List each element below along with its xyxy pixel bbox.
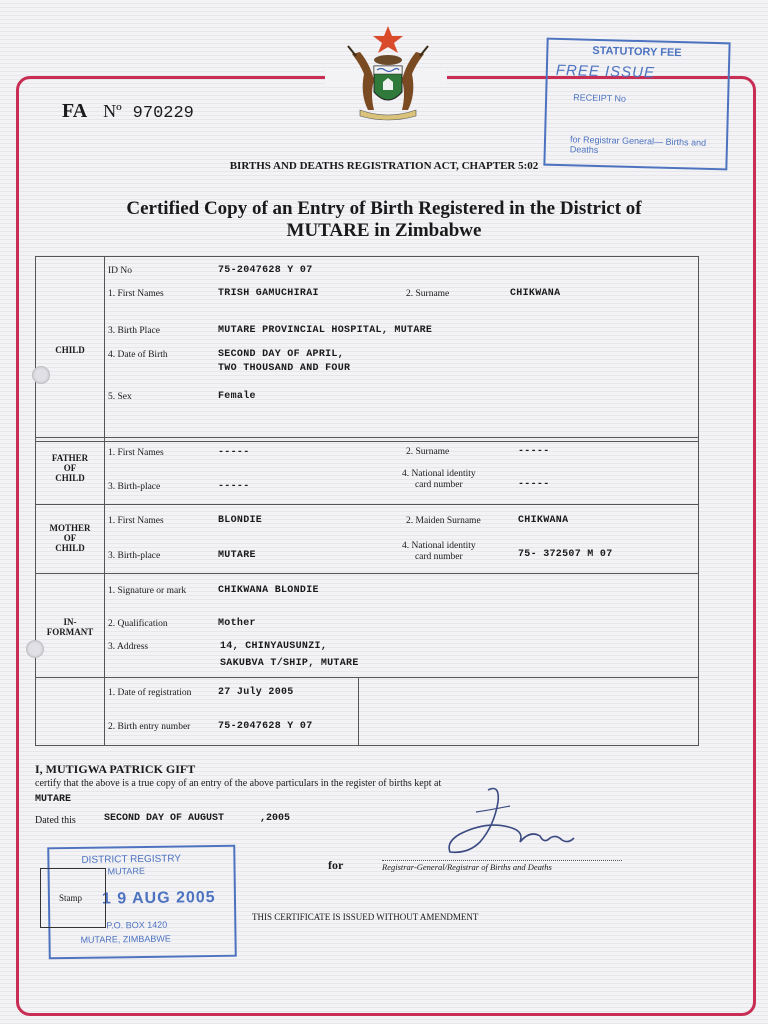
mother-label-2: OF [63, 533, 77, 543]
child-sex-label: 5. Sex [108, 392, 132, 402]
registration-date-label: 1. Date of registration [108, 688, 192, 698]
certifier-name: I, MUTIGWA PATRICK GIFT [35, 762, 196, 776]
father-first-names-label: 1. First Names [108, 448, 164, 458]
act-title: BIRTHS AND DEATHS REGISTRATION ACT, CHAPTER 5:02 [229, 160, 539, 172]
row-divider [36, 573, 698, 574]
father-national-id-label [402, 469, 476, 491]
title-line-1: Certified Copy of an Entry of Birth Registered in the District of [126, 198, 642, 219]
fee-stamp-handwritten: FREE ISSUE [555, 61, 656, 82]
mother-first-names-label: 1. First Names [108, 516, 164, 526]
birth-entry-label: 2. Birth entry number [108, 722, 191, 732]
dated-label: Dated this [35, 815, 76, 826]
informant-label-1: IN- [63, 617, 77, 627]
mother-maiden-surname-label: 2. Maiden Surname [406, 516, 481, 526]
row-divider [36, 437, 698, 438]
father-label-2: OF [63, 463, 77, 473]
for-label: for [328, 858, 344, 872]
registrar-label: Registrar-General/Registrar of Births and Deaths [382, 860, 622, 872]
mother-label-1: MOTHER [49, 523, 91, 533]
district-stamp-line5: MUTARE, ZIMBABWE [80, 933, 171, 945]
certificate-serial [62, 100, 194, 123]
mother-national-id-label [402, 541, 476, 563]
registration-divider [358, 677, 359, 745]
birth-entry-value: 75-2047628 Y 07 [218, 721, 313, 732]
child-birth-place-value: MUTARE PROVINCIAL HOSPITAL, MUTARE [218, 325, 433, 336]
informant-address-label: 3. Address [108, 642, 149, 652]
informant-signature-label: 1. Signature or mark [108, 586, 187, 596]
dated-value: SECOND DAY OF AUGUST ,2005 [104, 813, 291, 824]
informant-signature-value: CHIKWANA BLONDIE [218, 585, 319, 596]
father-national-id-value: ----- [518, 479, 550, 490]
informant-address-line2: SAKUBVA T/SHIP, MUTARE [220, 658, 359, 669]
informant-section-label [36, 617, 104, 637]
registration-date-value: 27 July 2005 [218, 687, 294, 698]
district-stamp-line4: P.O. BOX 1420 [106, 919, 168, 931]
coat-of-arms-emblem [330, 24, 446, 124]
serial-prefix: FA [62, 100, 87, 122]
stamp-box [40, 868, 106, 928]
certification-text: certify that the above is a true copy of an entry of the above particulars in the register of births kept at [35, 778, 442, 789]
child-first-names-label: 1. First Names [108, 289, 164, 299]
mother-birth-place-label: 3. Birth-place [108, 551, 161, 561]
informant-label-2: FORMANT [46, 627, 94, 637]
child-id-label: ID No [108, 266, 133, 276]
mother-section-label [36, 523, 104, 553]
father-birth-place-label: 3. Birth-place [108, 482, 161, 492]
district-stamp-line1: DISTRICT REGISTRY [81, 853, 182, 866]
punch-hole [26, 640, 44, 658]
row-divider [36, 441, 698, 442]
child-sex-value: Female [218, 391, 256, 402]
title-line-2: MUTARE in Zimbabwe [286, 220, 482, 241]
father-birth-place-value: ----- [218, 481, 250, 492]
father-first-names-value: ----- [218, 447, 250, 458]
child-surname-value: CHIKWANA [510, 288, 561, 299]
child-id-value: 75-2047628 Y 07 [218, 265, 313, 276]
child-dob-label: 4. Date of Birth [108, 350, 168, 360]
child-dob-value-line2: TWO THOUSAND AND FOUR [218, 363, 351, 374]
row-divider [36, 677, 698, 678]
informant-address-line1: 14, CHINYAUSUNZI, [220, 641, 328, 652]
certification-place: MUTARE [35, 794, 72, 805]
father-surname-value: ----- [518, 446, 550, 457]
mother-national-id-value: 75- 372507 M 07 [518, 549, 613, 560]
serial-number: 970229 [132, 104, 194, 123]
father-section-label [36, 453, 104, 483]
statutory-fee-stamp [543, 38, 730, 171]
register-entry-table [35, 256, 699, 746]
mother-label-3: CHILD [55, 543, 85, 553]
fee-stamp-receipt: RECEIPT No [573, 92, 627, 104]
father-nid-label-2: card number [414, 480, 463, 490]
mother-nid-label-2: card number [414, 552, 463, 562]
child-section-label: CHILD [55, 345, 85, 355]
informant-qualification-label: 2. Qualification [108, 619, 168, 629]
child-first-names-value: TRISH GAMUCHIRAI [218, 288, 319, 299]
mother-maiden-surname-value: CHIKWANA [518, 515, 569, 526]
section-divider [104, 257, 105, 745]
informant-qualification-value: Mother [218, 618, 256, 629]
fee-stamp-registrar: for Registrar General— Births and Deaths [569, 134, 707, 156]
stamp-box-label: Stamp [59, 893, 83, 903]
father-label-3: CHILD [55, 473, 85, 483]
signature-image [440, 782, 580, 862]
mother-nid-label-1: 4. National identity [402, 541, 476, 551]
serial-number-label: Nº [103, 101, 122, 121]
district-stamp-line2: MUTARE [107, 865, 145, 877]
fee-stamp-heading: STATUTORY FEE [592, 44, 682, 60]
mother-first-names-value: BLONDIE [218, 515, 263, 526]
district-stamp-date: 1 9 AUG 2005 [101, 888, 216, 908]
father-label-1: FATHER [51, 453, 89, 463]
punch-hole [32, 366, 50, 384]
row-divider [36, 504, 698, 505]
father-nid-label-1: 4. National identity [402, 469, 476, 479]
page-title [0, 198, 768, 242]
mother-birth-place-value: MUTARE [218, 550, 256, 561]
child-surname-label: 2. Surname [406, 289, 450, 299]
issued-without-amendment-note: THIS CERTIFICATE IS ISSUED WITHOUT AMENDMENT [252, 912, 479, 922]
child-dob-value-line1: SECOND DAY OF APRIL, [218, 349, 345, 360]
child-birth-place-label: 3. Birth Place [108, 326, 160, 336]
father-surname-label: 2. Surname [406, 447, 450, 457]
